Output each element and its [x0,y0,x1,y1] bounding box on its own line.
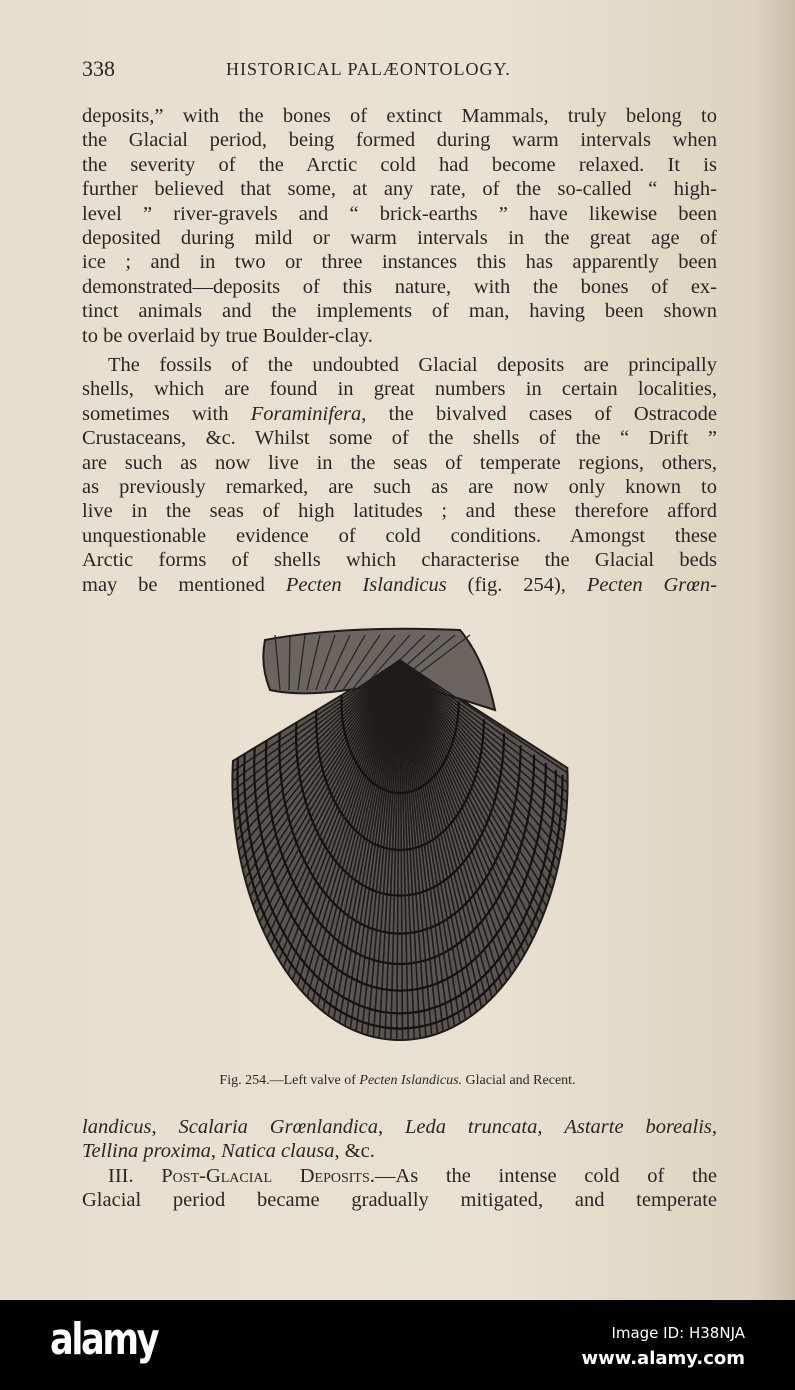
paragraph-3 [82,1115,717,1213]
text-line [82,299,717,323]
italic-taxon: Leda truncata [405,1116,538,1138]
text-segment: (fig. 254), [446,573,587,596]
text-line [82,426,717,450]
italic-taxon: Pecten Grœn- [586,573,717,596]
text-line [82,275,717,299]
text-segment: , [711,1116,718,1138]
watermark-footer [0,1300,795,1390]
text-segment: —As the intense cold of the [374,1164,718,1187]
italic-taxon: Scalaria Grœnlandica [178,1116,379,1138]
text-segment: shells, which are found in great numbers in certain localities, [82,378,717,401]
text-segment: , [378,1116,406,1138]
text-segment: Arctic forms of shells which characterise the Glacial beds [82,549,717,572]
text-segment: Crustaceans, &c. Whilst some of the shells of the “ Drift ” [82,427,717,450]
italic-taxon: Pecten Islandicus [285,573,447,596]
text-segment: live in the seas of high latitudes ; and these therefore afford [82,500,717,523]
text-line [82,324,717,348]
caption-species: Pecten Islandicus. [359,1073,463,1088]
website-link[interactable]: www.alamy.com [581,1348,745,1369]
italic-taxon: Foraminifera [250,402,362,425]
text-segment: tinct animals and the implements of man, having been shown [82,300,717,323]
text-segment: the severity of the Arctic cold had become relaxed. It is [82,153,717,176]
text-segment: as previously remarked, are such as are now only known to [82,475,717,498]
text-segment: the Glacial period, being formed during warm intervals when [82,129,717,152]
text-line [82,353,717,377]
caption-suffix: Glacial and Recent. [462,1073,576,1088]
text-segment: demonstrated—deposits of this nature, with the bones of ex- [82,275,717,298]
text-segment: , [537,1116,565,1138]
page-number: 338 [82,56,115,81]
caption-prefix: Fig. 254.—Left valve of [219,1073,360,1088]
italic-taxon: Natica clausa [221,1140,335,1163]
text-segment: The fossils of the undoubted Glacial deposits are principally [108,354,717,376]
text-line [82,1164,717,1188]
text-line [82,499,717,523]
text-segment: Post-Glacial Deposits. [161,1164,375,1187]
text-line [82,451,717,475]
text-segment: further believed that some, at any rate, of the so-called “ high- [82,178,717,201]
text-segment: , [151,1116,179,1138]
text-line [82,475,717,499]
text-line [82,573,717,597]
text-line [82,402,717,426]
page-header [82,56,722,86]
text-segment: may be mentioned [82,573,286,596]
pecten-shell-illustration [195,620,615,1070]
text-segment: ice ; and in two or three instances this has apparently been [82,251,717,274]
text-segment: , [210,1140,222,1163]
italic-taxon: landicus [82,1116,152,1138]
figure-caption [0,1073,795,1089]
text-segment: deposits,” with the bones of extinct Mammals, truly belong to [82,105,717,127]
text-line [82,524,717,548]
italic-taxon: Tellina proxima [82,1140,211,1163]
text-segment: are such as now live in the seas of temperate regions, others, [82,451,717,474]
text-line [82,177,717,201]
text-line [82,128,717,152]
text-segment: to be overlaid by true Boulder-clay. [82,324,373,347]
text-line [82,226,717,250]
paragraph-1 [82,104,717,348]
text-segment: level ” river-gravels and “ brick-earths ” have likewise been [82,202,717,225]
text-line [82,250,717,274]
paragraph-2 [82,353,717,597]
text-line [82,548,717,572]
text-segment: deposited during mild or warm intervals in the great age of [82,226,717,249]
text-segment: Glacial period became gradually mitigated, and temperate [82,1189,717,1212]
text-segment: unquestionable evidence of cold conditions. Amongst these [82,524,717,547]
text-line [82,1188,717,1212]
text-line [82,104,717,128]
text-line [82,1139,717,1163]
text-segment: , &c. [334,1140,375,1163]
running-title: HISTORICAL PALÆONTOLOGY. [226,59,511,79]
alamy-logo: alamy [50,1314,158,1365]
text-line [82,153,717,177]
text-segment: sometimes with [82,402,251,425]
image-id: Image ID: H38NJA [611,1324,745,1342]
text-line [82,1115,717,1139]
text-line [82,377,717,401]
text-segment: III. [108,1164,162,1187]
text-segment: , the bivalved cases of Ostracode [361,402,717,425]
text-line [82,202,717,226]
italic-taxon: Astarte borealis [564,1116,712,1138]
